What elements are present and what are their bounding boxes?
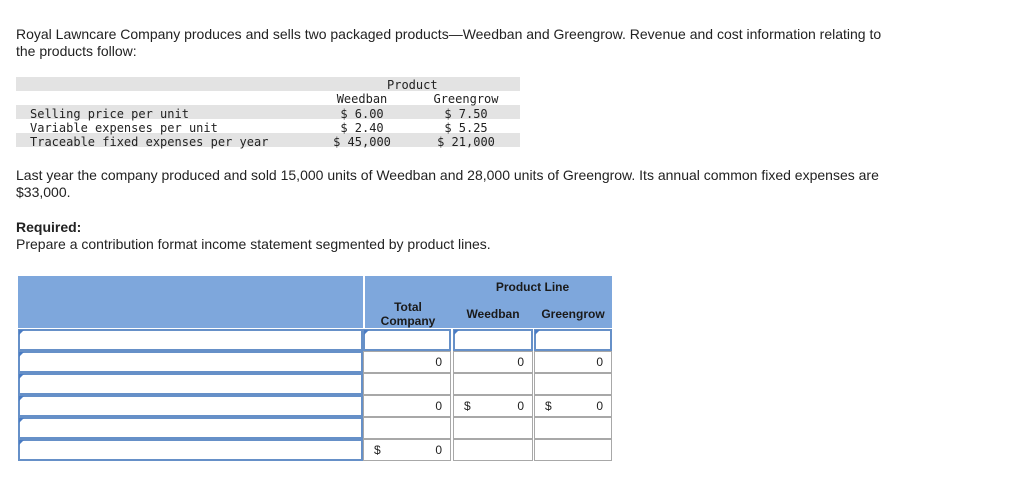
traceable-fixed-weedban: $ 45,000 xyxy=(333,135,391,149)
weedban-amount-cell xyxy=(453,351,533,373)
variable-expenses-greengrow: $ 5.25 xyxy=(444,121,488,135)
currency-symbol: $ xyxy=(464,399,471,413)
row-label-select[interactable] xyxy=(18,439,363,461)
statement-row xyxy=(18,417,612,439)
amount-value: 0 xyxy=(435,399,442,413)
currency-symbol: $ xyxy=(374,443,381,457)
greengrow-amount-cell xyxy=(534,395,612,417)
total-amount-cell xyxy=(363,439,451,461)
amount-value: 0 xyxy=(517,355,524,369)
variable-expenses-weedban: $ 2.40 xyxy=(340,121,384,135)
weedban-amount-cell xyxy=(453,395,533,417)
row-label-select[interactable] xyxy=(18,373,363,395)
greengrow-amount-cell xyxy=(534,351,612,373)
row-label-traceable-fixed: Traceable fixed expenses per year xyxy=(30,135,269,149)
weedban-amount-cell xyxy=(453,373,533,395)
weedban-header: Weedban xyxy=(466,307,520,321)
selling-price-greengrow: $ 7.50 xyxy=(444,107,488,121)
total-amount-cell xyxy=(363,373,451,395)
statement-row xyxy=(18,351,612,373)
statement-row xyxy=(18,439,612,461)
traceable-fixed-greengrow: $ 21,000 xyxy=(437,135,495,149)
greengrow-amount-cell[interactable] xyxy=(534,329,612,351)
total-amount-cell xyxy=(363,351,451,373)
currency-symbol: $ xyxy=(545,399,552,413)
row-label-select[interactable] xyxy=(18,417,363,439)
statement-row xyxy=(18,395,612,417)
greengrow-amount-cell xyxy=(534,439,612,461)
product-data-table xyxy=(16,77,520,151)
greengrow-amount-cell xyxy=(534,417,612,439)
row-label-select[interactable] xyxy=(18,395,363,417)
statement-row xyxy=(18,373,612,395)
label-column-header xyxy=(18,276,363,328)
column-header-greengrow: Greengrow xyxy=(433,92,499,106)
row-label-variable-expenses: Variable expenses per unit xyxy=(30,121,218,135)
intro-paragraph: Royal Lawncare Company produces and sells two packaged products—Weedban and Greengrow. Revenue and cost information relating to the products follow: xyxy=(16,26,882,59)
total-amount-cell[interactable] xyxy=(363,329,451,351)
weedban-amount-cell[interactable] xyxy=(453,329,533,351)
total-company-header: Total Company xyxy=(380,300,436,328)
amount-value: 0 xyxy=(435,443,442,457)
weedban-amount-cell xyxy=(453,439,533,461)
amount-value: 0 xyxy=(596,399,603,413)
amount-value: 0 xyxy=(435,355,442,369)
weedban-amount-cell xyxy=(453,417,533,439)
total-amount-cell xyxy=(363,417,451,439)
amount-value: 0 xyxy=(517,399,524,413)
column-header-weedban: Weedban xyxy=(336,92,388,106)
selling-price-weedban: $ 6.00 xyxy=(340,107,384,121)
row-label-select[interactable] xyxy=(18,351,363,373)
product-group-header: Product xyxy=(387,78,438,92)
row-label-select[interactable] xyxy=(18,329,363,351)
context-paragraph: Last year the company produced and sold 15,000 units of Weedban and 28,000 units of Greengrow. Its annual common fixed expenses are $33,000. xyxy=(16,167,879,200)
row-label-selling-price: Selling price per unit xyxy=(30,107,189,121)
greengrow-amount-cell xyxy=(534,373,612,395)
statement-row xyxy=(18,329,612,351)
product-line-header: Product Line xyxy=(495,280,570,294)
income-statement-grid xyxy=(18,276,612,484)
required-instruction: Prepare a contribution format income statement segmented by product lines. xyxy=(16,236,491,252)
amount-value: 0 xyxy=(596,355,603,369)
required-label: Required: xyxy=(16,219,82,235)
total-amount-cell xyxy=(363,395,451,417)
greengrow-header: Greengrow xyxy=(541,307,605,321)
